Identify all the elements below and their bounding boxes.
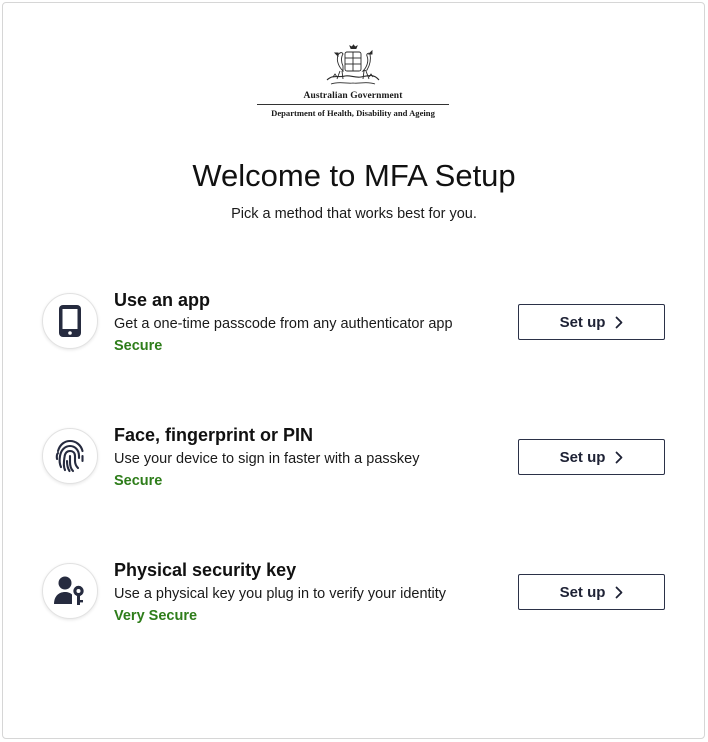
- fingerprint-icon: [54, 439, 86, 473]
- setup-security-key-button[interactable]: [518, 574, 665, 610]
- setup-button-label: Set up: [559, 583, 606, 601]
- department-name: Department of Health, Disability and Ageing: [271, 108, 435, 118]
- method-description: Use a physical key you plug in to verify your identity: [114, 586, 447, 602]
- method-title: Face, fingerprint or PIN: [114, 425, 314, 445]
- security-level: Secure: [114, 473, 163, 489]
- method-security-key: [40, 560, 670, 640]
- method-title: Use an app: [114, 290, 211, 310]
- chevron-right-icon: [615, 451, 623, 464]
- smartphone-icon: [57, 304, 83, 338]
- page-subtitle: Pick a method that works best for you.: [231, 206, 477, 222]
- setup-app-button[interactable]: [518, 304, 665, 340]
- setup-button-label: Set up: [559, 313, 606, 331]
- setup-button-label: Set up: [559, 448, 606, 466]
- method-passkey: [40, 425, 670, 505]
- coat-of-arms-icon: [323, 44, 383, 90]
- logo-divider: [257, 104, 449, 105]
- method-title: Physical security key: [114, 560, 297, 580]
- method-description: Get a one-time passcode from any authenticator app: [114, 316, 453, 332]
- method-authenticator-app: [40, 290, 670, 370]
- government-logo: [255, 44, 451, 118]
- method-icon-circle: [42, 563, 98, 619]
- security-level: Secure: [114, 338, 163, 354]
- method-icon-circle: [42, 428, 98, 484]
- chevron-right-icon: [615, 586, 623, 599]
- security-level: Very Secure: [114, 608, 198, 624]
- chevron-right-icon: [615, 316, 623, 329]
- method-icon-circle: [42, 293, 98, 349]
- page-title: Welcome to MFA Setup: [192, 158, 516, 193]
- setup-passkey-button[interactable]: [518, 439, 665, 475]
- government-name: Australian Government: [303, 91, 403, 101]
- user-key-icon: [53, 575, 87, 607]
- method-description: Use your device to sign in faster with a passkey: [114, 451, 420, 467]
